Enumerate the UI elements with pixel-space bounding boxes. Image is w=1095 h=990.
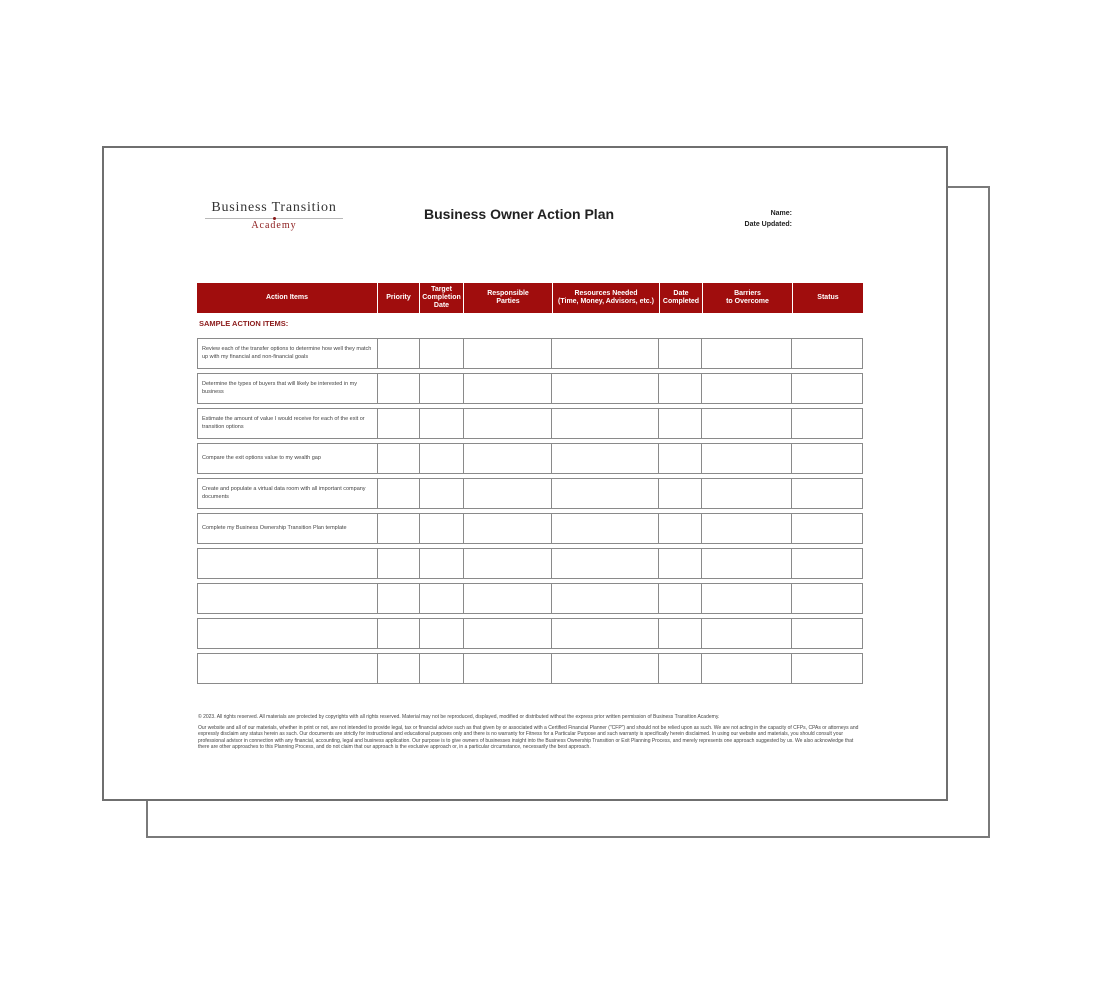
date-completed-cell[interactable] <box>659 444 702 473</box>
target-date-cell[interactable] <box>420 549 464 578</box>
date-completed-cell[interactable] <box>659 514 702 543</box>
priority-cell[interactable] <box>378 479 420 508</box>
priority-cell[interactable] <box>378 409 420 438</box>
status-cell[interactable] <box>792 654 862 683</box>
priority-cell[interactable] <box>378 374 420 403</box>
resources-cell[interactable] <box>552 549 659 578</box>
target-date-cell[interactable] <box>420 479 464 508</box>
action-item-cell: Compare the exit options value to my wealth gap <box>198 444 378 473</box>
header-target-completion-date: Target Completion Date <box>420 283 464 313</box>
logo-divider <box>205 218 343 219</box>
name-label: Name: <box>770 210 792 217</box>
target-date-cell[interactable] <box>420 444 464 473</box>
priority-cell[interactable] <box>378 549 420 578</box>
responsible-cell[interactable] <box>464 514 553 543</box>
table-row <box>197 653 863 684</box>
table-header-row <box>197 283 863 313</box>
status-cell[interactable] <box>792 514 862 543</box>
header-responsible-parties: Responsible Parties <box>464 283 553 313</box>
table-row <box>197 513 863 544</box>
table-row <box>197 338 863 369</box>
resources-cell[interactable] <box>552 584 659 613</box>
target-date-cell[interactable] <box>420 409 464 438</box>
responsible-cell[interactable] <box>464 479 553 508</box>
header-barriers: Barriers to Overcome <box>703 283 793 313</box>
resources-cell[interactable] <box>552 444 659 473</box>
table-row <box>197 373 863 404</box>
header-date-completed: Date Completed <box>660 283 703 313</box>
priority-cell[interactable] <box>378 514 420 543</box>
resources-cell[interactable] <box>552 619 659 648</box>
responsible-cell[interactable] <box>464 374 553 403</box>
action-items-table-body <box>197 338 863 688</box>
date-completed-cell[interactable] <box>659 339 702 368</box>
date-completed-cell[interactable] <box>659 479 702 508</box>
resources-cell[interactable] <box>552 514 659 543</box>
target-date-cell[interactable] <box>420 654 464 683</box>
resources-cell[interactable] <box>552 654 659 683</box>
barriers-cell[interactable] <box>702 619 792 648</box>
priority-cell[interactable] <box>378 444 420 473</box>
priority-cell[interactable] <box>378 619 420 648</box>
document-meta <box>704 208 792 230</box>
barriers-cell[interactable] <box>702 584 792 613</box>
table-row <box>197 618 863 649</box>
action-item-cell[interactable] <box>198 549 378 578</box>
barriers-cell[interactable] <box>702 479 792 508</box>
header-action-items: Action Items <box>197 283 378 313</box>
status-cell[interactable] <box>792 374 862 403</box>
date-completed-cell[interactable] <box>659 654 702 683</box>
responsible-cell[interactable] <box>464 619 553 648</box>
priority-cell[interactable] <box>378 654 420 683</box>
date-completed-cell[interactable] <box>659 374 702 403</box>
header-status: Status <box>793 283 863 313</box>
resources-cell[interactable] <box>552 479 659 508</box>
sample-action-items-label: SAMPLE ACTION ITEMS: <box>199 319 289 328</box>
priority-cell[interactable] <box>378 584 420 613</box>
date-completed-cell[interactable] <box>659 584 702 613</box>
priority-cell[interactable] <box>378 339 420 368</box>
table-row <box>197 478 863 509</box>
status-cell[interactable] <box>792 619 862 648</box>
date-completed-cell[interactable] <box>659 619 702 648</box>
barriers-cell[interactable] <box>702 514 792 543</box>
responsible-cell[interactable] <box>464 444 553 473</box>
action-item-cell[interactable] <box>198 584 378 613</box>
legal-footer <box>198 714 866 755</box>
action-item-cell: Estimate the amount of value I would receive for each of the exit or transition options <box>198 409 378 438</box>
responsible-cell[interactable] <box>464 549 553 578</box>
barriers-cell[interactable] <box>702 374 792 403</box>
copyright-notice: © 2023. All rights reserved. All materials are protected by copyrights with all rights reserved. Material may not be reproduced, displayed, modified or distributed without the express prior written permission of Business Transition Academy. <box>198 714 720 720</box>
disclaimer-text: Our website and all of our materials, whether in print or not, are not intended to provide legal, tax or financial advice such as that given by or associated with a Certified Financial Planner ("CFP") and should not be relied upon as such. We are not acting in the capacity of CFPs, CPAs or attorneys and expressly disclaim any status herein as such. Our documents are strictly for instructional and educational purposes only and there is no warranty for Fitness for a Particular Purpose and such warranty is specifically herein disclaimed. In using our website and materials, you should consult your professional advisor in connection with any financial, accounting, legal and business application. Our purpose is to give owners of businesses insight into the Business Ownership Transition or Exit Planning Process, and merely represents one approach suggested by us. We also acknowledge that there are other approaches to this Planning Process, and do not claim that our approach is the exclusive approach or, in a particular circumstance, necessarily the best approach. <box>198 725 859 750</box>
action-item-cell: Create and populate a virtual data room with all important company documents <box>198 479 378 508</box>
action-item-cell: Determine the types of buyers that will likely be interested in my business <box>198 374 378 403</box>
target-date-cell[interactable] <box>420 339 464 368</box>
table-row <box>197 443 863 474</box>
table-row <box>197 583 863 614</box>
target-date-cell[interactable] <box>420 584 464 613</box>
front-page-sheet <box>102 146 948 801</box>
status-cell[interactable] <box>792 409 862 438</box>
status-cell[interactable] <box>792 339 862 368</box>
action-item-cell[interactable] <box>198 654 378 683</box>
header-resources-needed: Resources Needed (Time, Money, Advisors, etc.) <box>553 283 660 313</box>
date-updated-label: Date Updated: <box>744 221 792 228</box>
resources-cell[interactable] <box>552 409 659 438</box>
barriers-cell[interactable] <box>702 339 792 368</box>
responsible-cell[interactable] <box>464 339 553 368</box>
table-row <box>197 548 863 579</box>
action-item-cell: Complete my Business Ownership Transition Plan template <box>198 514 378 543</box>
action-item-cell[interactable] <box>198 619 378 648</box>
logo-wordmark-top: Business Transition <box>211 200 337 215</box>
date-completed-cell[interactable] <box>659 549 702 578</box>
status-cell[interactable] <box>792 444 862 473</box>
responsible-cell[interactable] <box>464 654 553 683</box>
status-cell[interactable] <box>792 549 862 578</box>
target-date-cell[interactable] <box>420 374 464 403</box>
status-cell[interactable] <box>792 479 862 508</box>
barriers-cell[interactable] <box>702 409 792 438</box>
barriers-cell[interactable] <box>702 654 792 683</box>
target-date-cell[interactable] <box>420 514 464 543</box>
responsible-cell[interactable] <box>464 409 553 438</box>
table-row <box>197 408 863 439</box>
status-cell[interactable] <box>792 584 862 613</box>
action-item-cell: Review each of the transfer options to determine how well they match up with my financial and non-financial goals <box>198 339 378 368</box>
responsible-cell[interactable] <box>464 584 553 613</box>
logo-wordmark-bottom: Academy <box>251 220 297 231</box>
barriers-cell[interactable] <box>702 549 792 578</box>
logo-dot-icon <box>273 217 276 220</box>
resources-cell[interactable] <box>552 339 659 368</box>
resources-cell[interactable] <box>552 374 659 403</box>
header-priority: Priority <box>378 283 420 313</box>
business-transition-academy-logo <box>197 200 351 231</box>
barriers-cell[interactable] <box>702 444 792 473</box>
date-completed-cell[interactable] <box>659 409 702 438</box>
target-date-cell[interactable] <box>420 619 464 648</box>
document-title: Business Owner Action Plan <box>423 206 615 222</box>
